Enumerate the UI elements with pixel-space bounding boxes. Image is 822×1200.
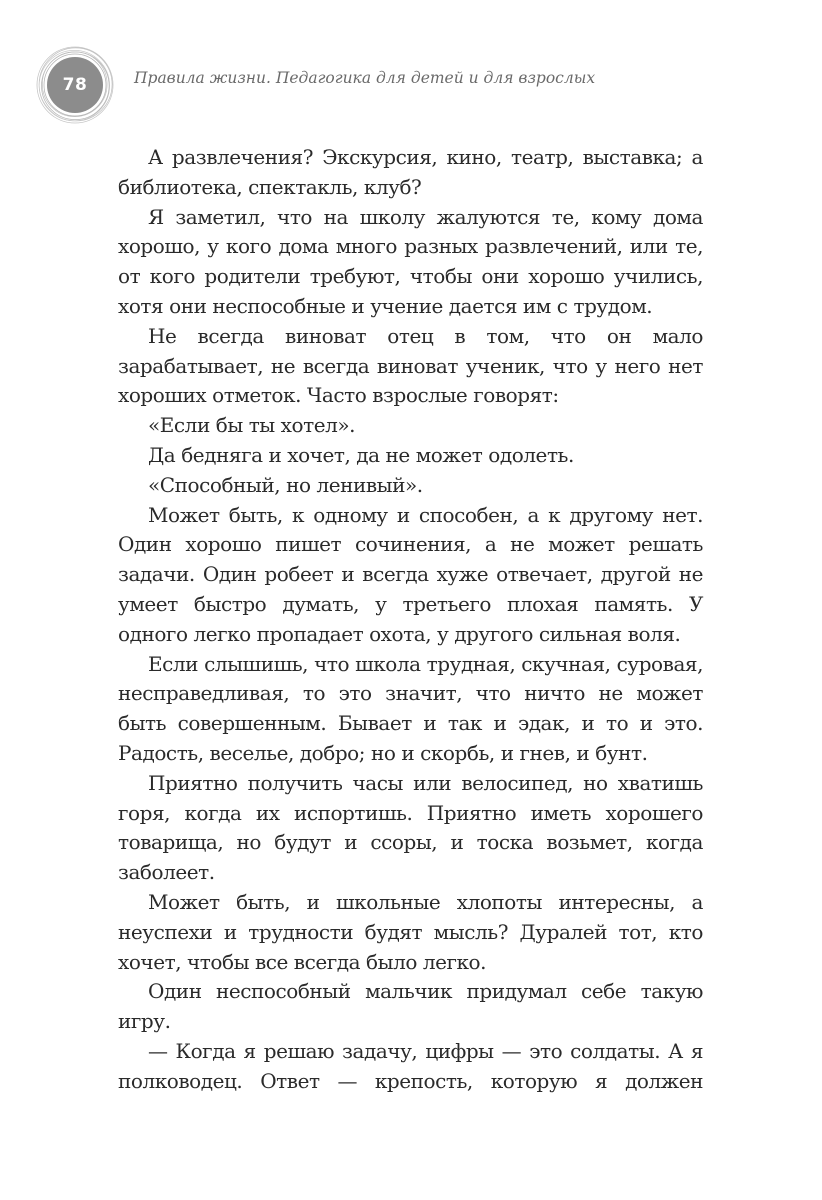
paragraph: Не всегда виноват отец в том, что он мало зарабатывает, не всегда виноват ученик, что у него нет хороших отметок. Часто взрослые говорят: — [118, 323, 703, 408]
page-number-badge — [30, 45, 120, 135]
paragraph: «Способный, но ленивый». — [148, 472, 423, 497]
paragraph: «Если бы ты хотел». — [148, 413, 356, 438]
paragraph: Может быть, и школьные хлопоты интересны, а неуспехи и трудности будят мысль? Дуралей тот, кто хочет, чтобы все всегда было легко. — [118, 889, 703, 974]
paragraph: Приятно получить часы или велосипед, но хватишь горя, когда их испортишь. Приятно иметь хорошего товарища, но будут и ссоры, и тоска возьмет, когда заболеет. — [118, 770, 703, 885]
paragraph: — Когда я решаю задачу, цифры — это солдаты. А я полководец. Ответ — крепость, которую я должен — [118, 1038, 703, 1093]
paragraph: А развлечения? Экскурсия, кино, театр, выставка; а библиотека, спектакль, клуб? — [118, 145, 703, 199]
paragraph: Один неспособный мальчик придумал себе такую игру. — [118, 979, 703, 1034]
page-number: 78 — [62, 75, 88, 95]
running-header-title: Правила жизни. Педагогика для детей и для взрослых — [134, 69, 596, 87]
paragraph: Если слышишь, что школа трудная, скучная, суровая, несправедливая, то это значит, что ничто не может быть совершенным. Бывает и так и эдак, и то и это. Радость, веселье, добро; но и скорбь, и гнев, и бунт. — [118, 651, 703, 765]
paragraph: Я заметил, что на школу жалуются те, кому дома хорошо, у кого дома много разных развлечений, или те, от кого родители требуют, чтобы они хорошо учились, хотя они неспособные и учение дается им с трудом. — [118, 204, 703, 318]
body-text — [118, 143, 703, 1097]
paragraph: Может быть, к одному и способен, а к другому нет. Один хорошо пишет сочинения, а не может решать задачи. Один робеет и всегда хуже отвечает, другой не умеет быстро думать, у третьего плохая память. У одного легко пропадает охота, у другого сильная воля. — [118, 502, 703, 646]
paragraph: Да бедняга и хочет, да не может одолеть. — [148, 442, 574, 467]
